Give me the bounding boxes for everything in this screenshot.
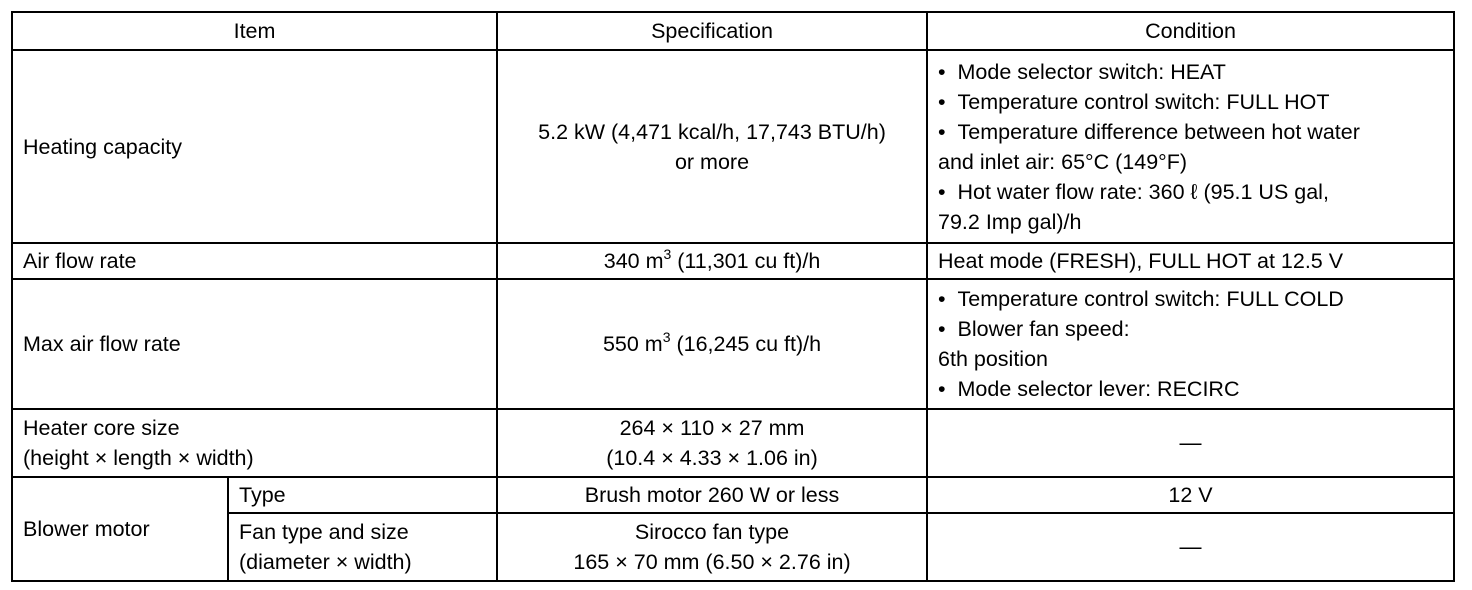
table-row-heating-capacity	[12, 50, 1454, 243]
spec-heating-capacity	[497, 50, 927, 243]
spec-max-air-flow-rate	[497, 279, 927, 409]
header-row	[12, 12, 1454, 50]
spec-heating-capacity-line1: 5.2 kW (4,471 kcal/h, 17,743 BTU/h)	[538, 119, 886, 144]
table-row-blower-motor-fan	[12, 513, 1454, 581]
condition-air-flow-rate: Heat mode (FRESH), FULL HOT at 12.5 V	[927, 243, 1454, 279]
spec-heater-core-size-line1: 264 × 110 × 27 mm	[619, 416, 805, 440]
header-specification: Specification	[497, 12, 927, 50]
header-item: Item	[12, 12, 497, 50]
condition-heater-core-size: —	[927, 409, 1454, 477]
condition-heating-capacity	[927, 50, 1454, 243]
spec-air-flow-rate	[497, 243, 927, 279]
list-item: • Temperature difference between hot water	[938, 117, 1443, 147]
spec-air-flow-prefix: 340 m	[603, 249, 664, 273]
list-item-continuation: 79.2 Imp gal)/h	[938, 209, 1082, 234]
spec-heating-capacity-line2: or more	[674, 149, 750, 174]
subitem-fan-line1: Fan type and size	[239, 520, 409, 544]
table-row-blower-motor-type	[12, 477, 1454, 513]
list-item: • Temperature control switch: FULL HOT	[938, 87, 1443, 117]
subitem-type: Type	[228, 477, 497, 513]
item-air-flow-rate: Air flow rate	[12, 243, 497, 279]
table-row-max-air-flow-rate	[12, 279, 1454, 409]
list-item: • Hot water flow rate: 360 ℓ (95.1 US gal,	[938, 177, 1443, 207]
item-heating-capacity: Heating capacity	[12, 50, 497, 243]
condition-blower-fan: —	[927, 513, 1454, 581]
list-item: • Blower fan speed:	[938, 314, 1443, 344]
list-item: • Temperature control switch: FULL COLD	[938, 284, 1443, 314]
spec-air-flow-suffix: (11,301 cu ft)/h	[671, 249, 821, 273]
condition-blower-type: 12 V	[927, 477, 1454, 513]
spec-blower-fan-line2: 165 × 70 mm (6.50 × 2.76 in)	[573, 550, 851, 574]
list-item-continuation: and inlet air: 65°C (149°F)	[938, 149, 1188, 174]
spec-max-air-flow-prefix: 550 m	[602, 332, 663, 356]
spec-blower-type: Brush motor 260 W or less	[497, 477, 927, 513]
superscript-3: 3	[662, 329, 671, 345]
item-blower-motor: Blower motor	[12, 477, 228, 581]
table-row-heater-core-size	[12, 409, 1454, 477]
spec-blower-fan	[497, 513, 927, 581]
subitem-fan-line2: (diameter × width)	[239, 550, 412, 574]
spec-blower-fan-line1: Sirocco fan type	[634, 520, 790, 544]
header-condition: Condition	[927, 12, 1454, 50]
spec-heater-core-size	[497, 409, 927, 477]
condition-max-air-flow-rate	[927, 279, 1454, 409]
condition-list	[938, 284, 1443, 404]
item-heater-core-size-line2: (height × length × width)	[23, 446, 254, 470]
list-item-continuation: 6th position	[938, 347, 1048, 371]
table-row-air-flow-rate	[12, 243, 1454, 279]
condition-list	[938, 57, 1443, 237]
specification-table	[11, 11, 1455, 582]
list-item: • Mode selector switch: HEAT	[938, 57, 1443, 87]
subitem-fan-type-and-size	[228, 513, 497, 581]
list-item: • Mode selector lever: RECIRC	[938, 374, 1443, 404]
superscript-3: 3	[663, 246, 672, 262]
item-heater-core-size-line1: Heater core size	[23, 416, 180, 440]
spec-max-air-flow-suffix: (16,245 cu ft)/h	[670, 332, 822, 356]
spec-heater-core-size-line2: (10.4 × 4.33 × 1.06 in)	[606, 446, 818, 470]
item-heater-core-size	[12, 409, 497, 477]
item-max-air-flow-rate: Max air flow rate	[12, 279, 497, 409]
